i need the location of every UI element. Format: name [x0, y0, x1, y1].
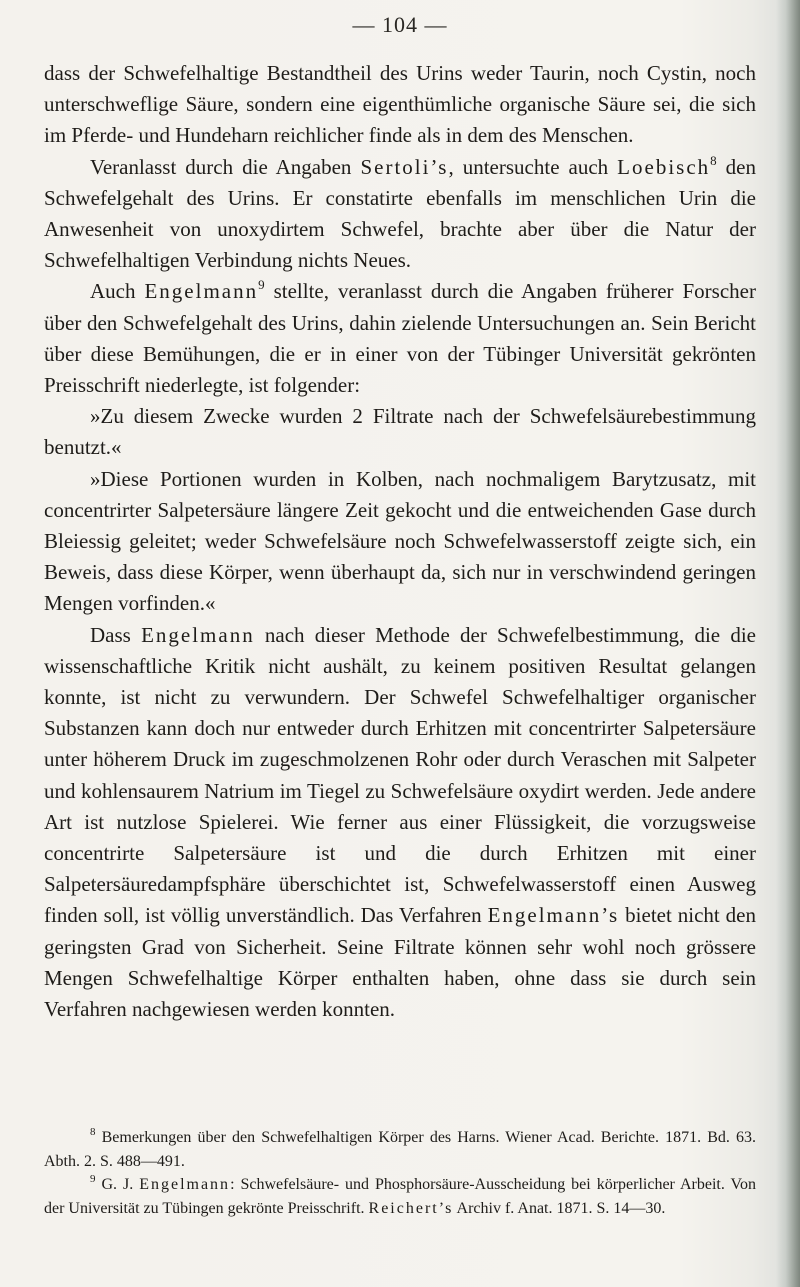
paragraph-6-text-c: bietet nicht den geringsten Grad von Sicherheit. Seine Filtrate können sehr wohl noch grössere Mengen Schwefelhaltige Körper enthalten haben, ohne dass sie durch sein Verfahren nachgewiesen werden konnten.	[44, 903, 756, 1022]
paragraph-3-text-b: stellte, veranlasst durch die Angaben früherer Forscher über den Schwefelgehalt des Urins, dahin zielende Untersuchungen an. Sein Bericht über diese Bemühungen, die er in einer von der Tübinger Universität gekrönten Preisschrift niederlegte, ist folgender:	[44, 279, 756, 398]
footnote-mark-8: 8	[90, 1126, 96, 1138]
footnote-ref-9[interactable]: 9	[258, 277, 265, 293]
footnotes	[44, 1126, 756, 1220]
page-edge-shadow	[776, 0, 800, 1287]
paragraph-2-text-a: Veranlasst durch die Angaben	[90, 154, 361, 179]
main-text	[44, 58, 756, 1025]
author-name-engelmann: Engelmann	[144, 279, 259, 304]
author-name-engelmann-2: Engelmann	[141, 622, 255, 647]
paragraph-6-text-b: nach dieser Methode der Schwefelbestimmung, die die wissenschaftliche Kritik nicht aushält, zu keinem positiven Resultat gelangen konnte, ist nicht zu verwundern. Der Schwefel Schwefelhaltiger organischer Substanzen kann doch nur entweder durch Erhitzen mit concentrirter Salpetersäure unter höherem Druck im zugeschmolzenen Rohr oder durch Veraschen mit Salpeter und kohlensaurem Natrium im Tiegel zu Schwefelsäure oxydirt werden. Jede andere Art ist nutzlose Spielerei. Wie ferner aus einer Flüssigkeit, die vorzugsweise concentrirte Salpetersäure ist und die durch Erhitzen mit einer Salpetersäuredampfsphäre überschichtet ist, Schwefelwasserstoff einen Ausweg finden soll, ist völlig unverständlich. Das Verfahren	[44, 622, 756, 928]
footnote-9-text-c: Archiv f. Anat. 1871. S. 14—30.	[453, 1199, 666, 1217]
paragraph-5-quote: »Diese Portionen wurden in Kolben, nach nochmaligem Barytzusatz, mit concentrirter Salpetersäure längere Zeit gekocht und die entweichenden Gase durch Bleiessig geleitet; weder Schwefelsäure noch Schwefelwasserstoff zeigte sich, ein Beweis, dass diese Körper, wenn überhaupt da, sich nur in verschwindend geringen Mengen vorfinden.«	[44, 466, 756, 616]
footnote-9-text-a: G. J.	[95, 1176, 140, 1193]
paragraph-6-text-a: Dass	[90, 622, 142, 647]
paragraph-2	[44, 152, 756, 277]
paragraph-4-quote: »Zu diesem Zwecke wurden 2 Filtrate nach der Schwefelsäurebestimmung benutzt.«	[44, 404, 756, 460]
author-name-engelmanns: Engelmann’s	[487, 903, 620, 928]
footnote-ref-8[interactable]: 8	[710, 152, 717, 168]
paragraph-1: dass der Schwefelhaltige Bestandtheil des Urins weder Taurin, noch Cystin, noch unterschweflige Säure, sondern eine eigenthümliche organische Säure sei, die sich im Pferde- und Hundeharn reichlicher finde als in dem des Menschen.	[44, 61, 756, 148]
paragraph-2-text-b: , untersuchte auch	[448, 154, 618, 179]
paragraph-3-text-a: Auch	[90, 279, 145, 304]
author-name-loebisch: Loebisch	[617, 154, 711, 179]
footnote-8-text: Bemerkungen über den Schwefelhaltigen Körper des Harns. Wiener Acad. Berichte. 1871. Bd. 63. Abth. 2. S. 488—491.	[44, 1129, 756, 1170]
footnote-mark-9: 9	[90, 1173, 96, 1185]
paragraph-3	[44, 276, 756, 401]
footnote-9-author: Engelmann	[139, 1176, 231, 1193]
paragraph-6	[44, 620, 756, 1026]
footnote-9-author-2: Reichert’s	[368, 1199, 454, 1217]
footnote-9	[44, 1173, 756, 1220]
page-number: — 104 —	[352, 12, 448, 37]
author-name-sertoli: Sertoli’s	[360, 154, 449, 179]
footnote-9-text-b: : Schwefelsäure- und Phosphorsäure-Ausscheidung bei körperlicher Arbeit. Von der Universität zu Tübingen gekrönte Preisschrift.	[44, 1176, 757, 1217]
footnote-8	[44, 1126, 756, 1173]
paragraph-2-text-c: den Schwefelgehalt des Urins. Er constatirte ebenfalls im menschlichen Urin die Anwesenheit von unoxydirtem Schwefel, brachte aber über die Natur der Schwefelhaltigen Verbindung nichts Neues.	[44, 154, 756, 273]
